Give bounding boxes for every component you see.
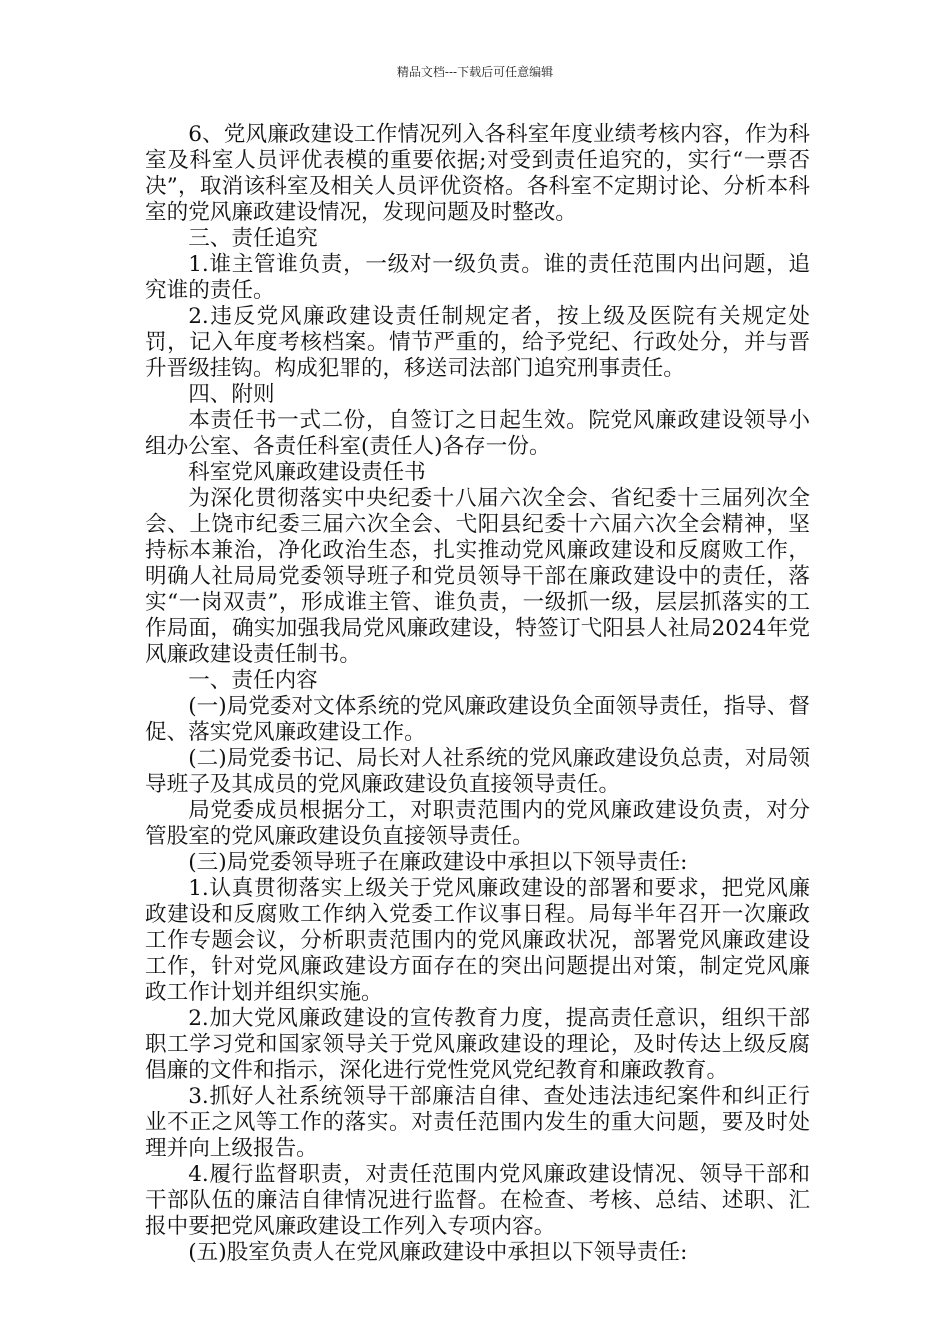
paragraph-item-3: (三)局党委领导班子在廉政建设中承担以下领导责任: — [188, 850, 688, 875]
paragraph-item-5: (五)股室负责人在党风廉政建设中承担以下领导责任: — [188, 1240, 688, 1265]
paragraph-item-2: (二)局党委书记、局长对人社系统的党风廉政建设负总责，对局领导班子及其成员的党风廉政建设负直接领导责任。 — [145, 746, 810, 797]
document-body — [145, 122, 810, 1266]
paragraph-appendix: 本责任书一式二份，自签订之日起生效。院党风廉政建设领导小组办公室、各责任科室(责任人)各存一份。 — [145, 408, 810, 459]
paragraph-assessment: 6、党风廉政建设工作情况列入各科室年度业绩考核内容，作为科室及科室人员评优表模的重要依据;对受到责任追究的，实行“一票否决”，取消该科室及相关人员评优资格。各科室不定期讨论、分析本科室的党风廉政建设情况，发现问题及时整改。 — [145, 122, 810, 225]
section-heading-accountability: 三、责任追究 — [188, 226, 318, 251]
document-title: 科室党风廉政建设责任书 — [188, 460, 426, 485]
section-heading-appendix: 四、附则 — [188, 382, 275, 407]
page-header: 精品文档---下载后可任意编辑 — [396, 65, 554, 79]
paragraph-duty-2: 2.加大党风廉政建设的宣传教育力度，提高责任意识，组织干部职工学习党和国家领导关于党风廉政建设的理论，及时传达上级反腐倡廉的文件和指示，深化进行党性党风党纪教育和廉政教育。 — [145, 1006, 810, 1083]
paragraph-accountability-1: 1.谁主管谁负责，一级对一级负责。谁的责任范围内出问题，追究谁的责任。 — [145, 252, 810, 303]
section-heading-responsibilities: 一、责任内容 — [188, 668, 318, 693]
paragraph-members: 局党委成员根据分工，对职责范围内的党风廉政建设负责，对分管股室的党风廉政建设负直接领导责任。 — [145, 798, 810, 849]
paragraph-duty-1: 1.认真贯彻落实上级关于党风廉政建设的部署和要求，把党风廉政建设和反腐败工作纳入党委工作议事日程。局每半年召开一次廉政工作专题会议，分析职责范围内的党风廉政状况，部署党风廉政建设工作，针对党风廉政建设方面存在的突出问题提出对策，制定党风廉政工作计划并组织实施。 — [145, 876, 810, 1005]
paragraph-item-1: (一)局党委对文体系统的党风廉政建设负全面领导责任，指导、督促、落实党风廉政建设工作。 — [145, 694, 810, 745]
paragraph-duty-4: 4.履行监督职责，对责任范围内党风廉政建设情况、领导干部和干部队伍的廉洁自律情况进行监督。在检查、考核、总结、述职、汇报中要把党风廉政建设工作列入专项内容。 — [145, 1162, 810, 1239]
paragraph-preamble: 为深化贯彻落实中央纪委十八届六次全会、省纪委十三届列次全会、上饶市纪委三届六次全会、弋阳县纪委十六届六次全会精神，坚持标本兼治，净化政治生态，扎实推动党风廉政建设和反腐败工作，明确人社局局党委领导班子和党员领导干部在廉政建设中的责任，落实“一岗双责”，形成谁主管、谁负责，一级抓一级，层层抓落实的工作局面，确实加强我局党风廉政建设，特签订弋阳县人社局2024年党风廉政建设责任制书。 — [145, 486, 810, 667]
paragraph-accountability-2: 2.违反党风廉政建设责任制规定者，按上级及医院有关规定处罚，记入年度考核档案。情节严重的，给予党纪、行政处分，并与晋升晋级挂钩。构成犯罪的，移送司法部门追究刑事责任。 — [145, 304, 810, 381]
paragraph-duty-3: 3.抓好人社系统领导干部廉洁自律、查处违法违纪案件和纠正行业不正之风等工作的落实。对责任范围内发生的重大问题，要及时处理并向上级报告。 — [145, 1084, 810, 1161]
